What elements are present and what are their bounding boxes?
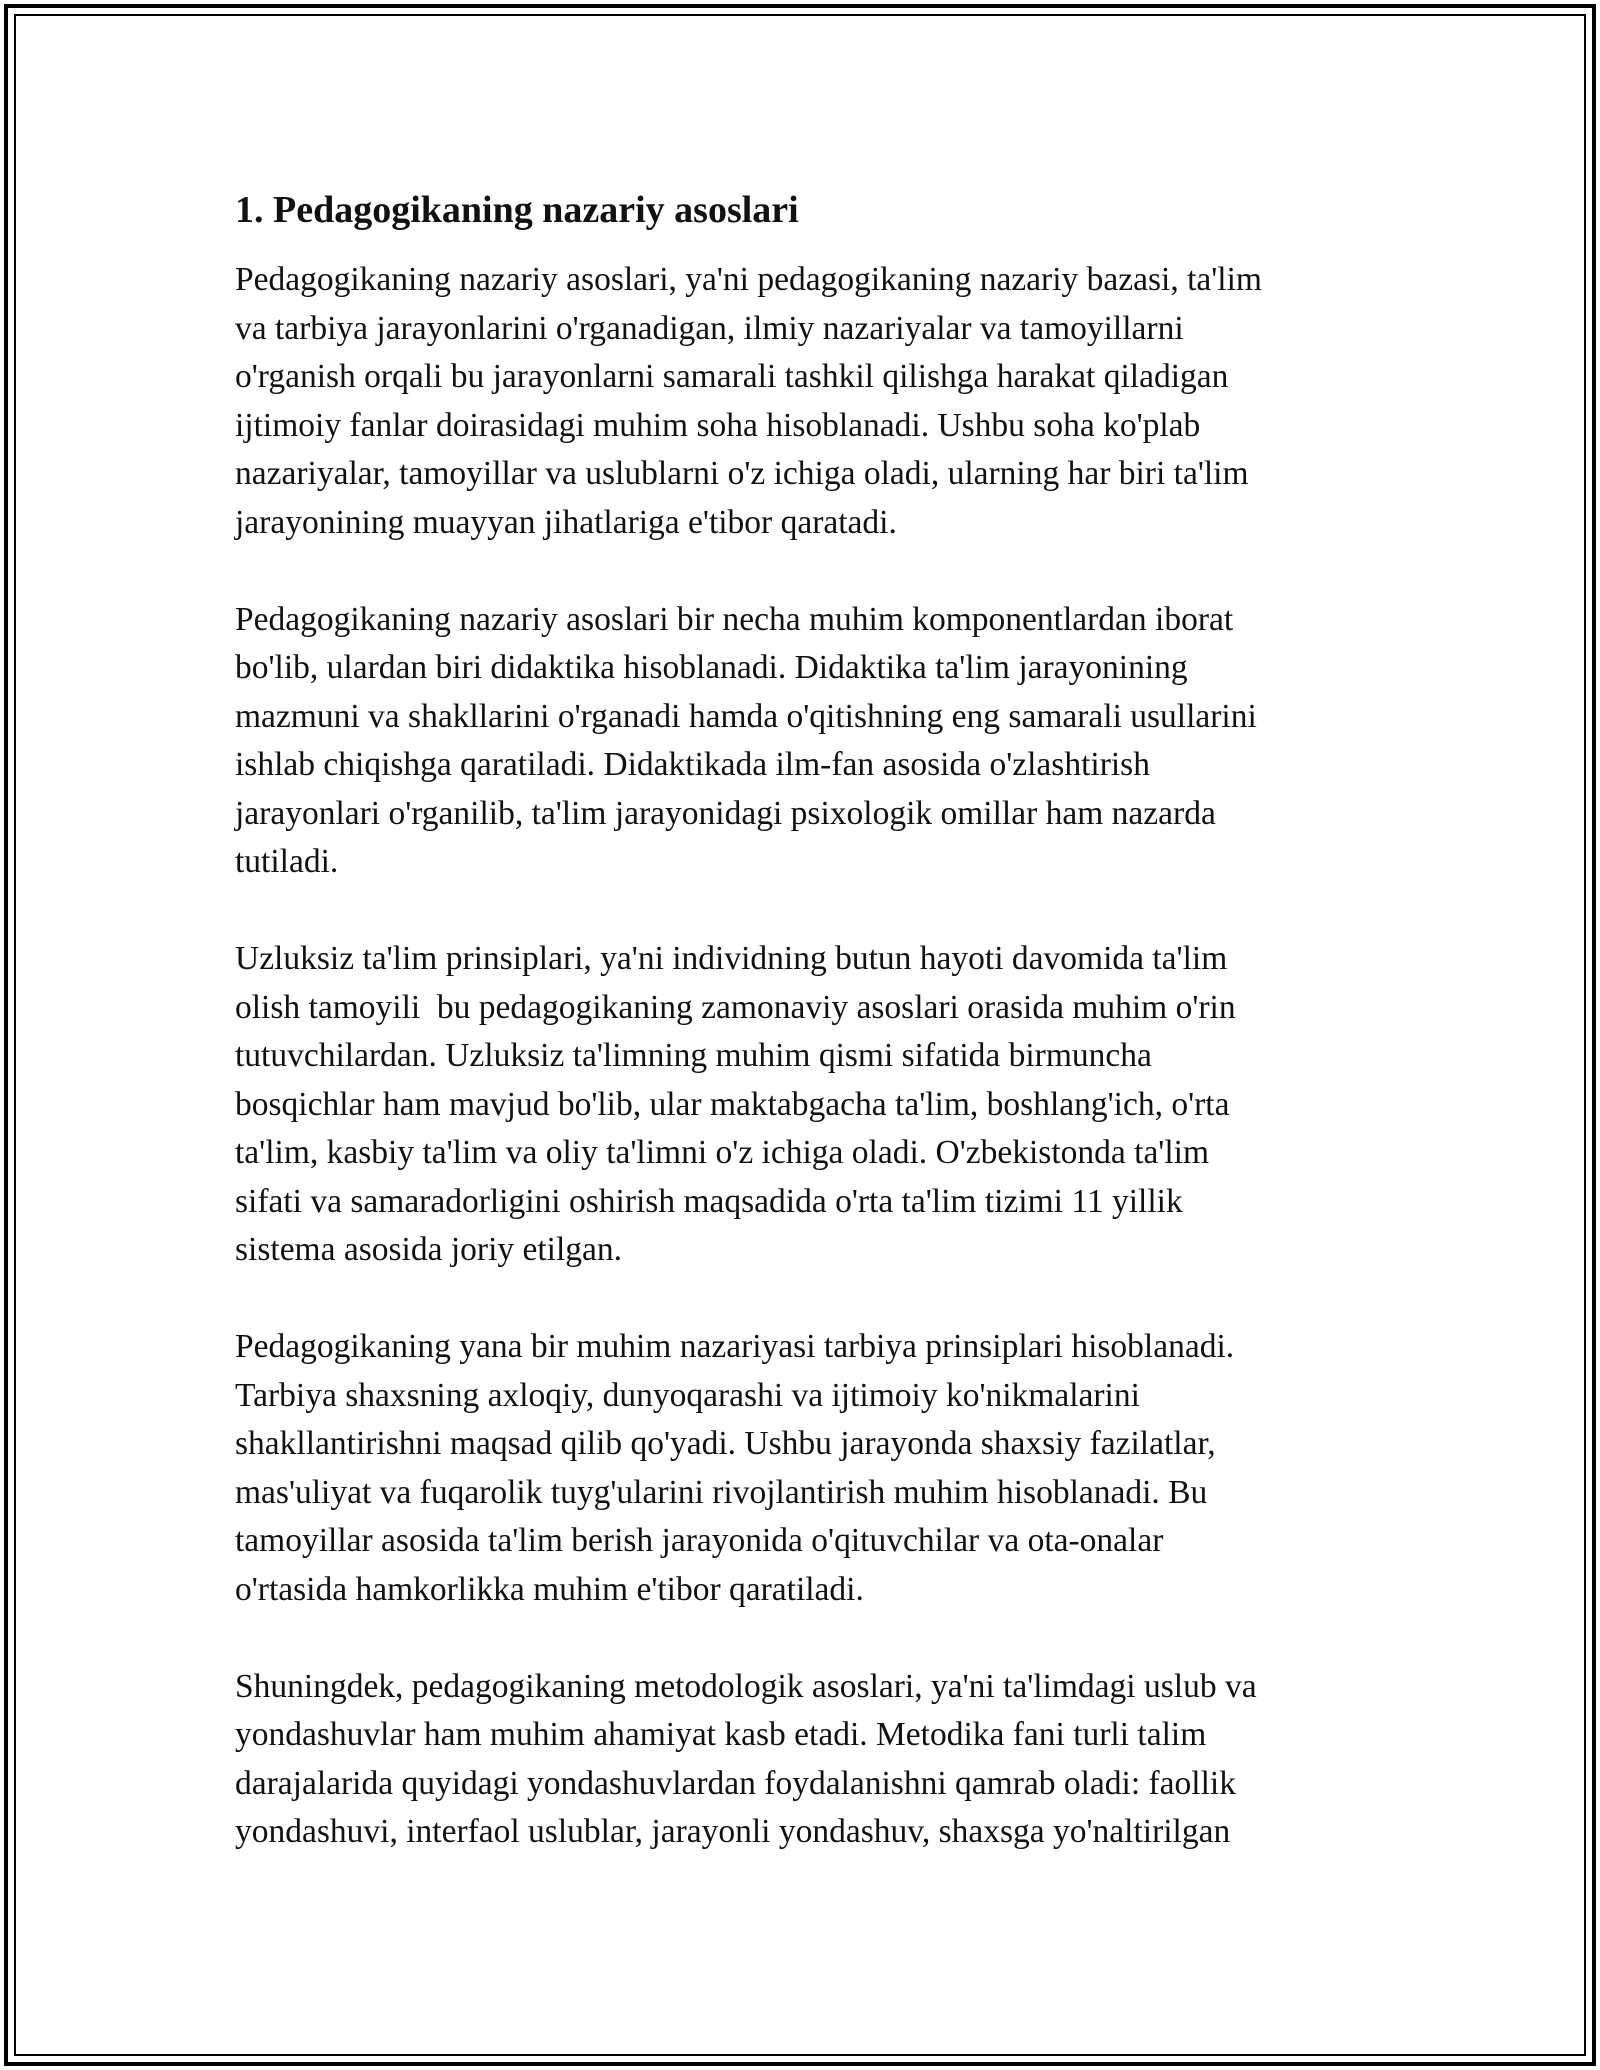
text-line: ishlab chiqishga qaratiladi. Didaktikada ilm-fan asosida o'zlashtirish <box>235 746 1150 783</box>
text-line: Pedagogikaning nazariy asoslari bir necha muhim komponentlardan iborat <box>235 600 1234 638</box>
paragraph-spacer <box>235 887 1385 936</box>
paragraph <box>235 1663 1385 1857</box>
text-line: ta'lim, kasbiy ta'lim va oliy ta'limni o'z ichiga oladi. O'zbekistonda ta'lim <box>235 1134 1210 1171</box>
text-line: Shuningdek, pedagogikaning metodologik asoslari, ya'ni ta'limdagi uslub va <box>235 1667 1257 1705</box>
text-line: Uzluksiz ta'lim prinsiplari, ya'ni individning butun hayoti davomida ta'lim <box>235 940 1228 977</box>
section-heading: 1. Pedagogikaning nazariy asoslari <box>235 189 799 231</box>
text-line: Pedagogikaning nazariy asoslari, ya'ni pedagogikaning nazariy bazasi, ta'lim <box>235 261 1262 298</box>
paragraph <box>235 935 1385 1275</box>
text-line: mas'uliyat va fuqarolik tuyg'ularini rivojlantirish muhim hisoblanadi. Bu <box>235 1473 1208 1511</box>
text-line: sistema asosida joriy etilgan. <box>235 1231 623 1268</box>
text-line: jarayonining muayyan jihatlariga e'tibor qaratadi. <box>235 503 897 541</box>
text-line: jarayonlari o'rganilib, ta'lim jarayonidagi psixologik omillar ham nazarda <box>235 794 1216 832</box>
text-line: Tarbiya shaxsning axloqiy, dunyoqarashi va ijtimoiy ko'nikmalarini <box>235 1376 1140 1414</box>
paragraph-spacer <box>235 1614 1385 1663</box>
text-line: ijtimoiy fanlar doirasidagi muhim soha hisoblanadi. Ushbu soha ko'plab <box>235 406 1201 444</box>
paragraph-spacer <box>235 547 1385 596</box>
text-line: va tarbiya jarayonlarini o'rganadigan, ilmiy nazariyalar va tamoyillarni <box>235 309 1184 347</box>
text-line: yondashuvi, interfaol uslublar, jarayonli yondashuv, shaxsga yo'naltirilgan <box>235 1813 1231 1850</box>
paragraph <box>235 1323 1385 1614</box>
text-line: shakllantirishni maqsad qilib qo'yadi. Ushbu jarayonda shaxsiy fazilatlar, <box>235 1425 1216 1462</box>
paragraph-list <box>235 256 1385 1857</box>
text-line: sifati va samaradorligini oshirish maqsadida o'rta ta'lim tizimi 11 yillik <box>235 1182 1183 1220</box>
paragraph-spacer <box>235 1275 1385 1324</box>
text-line: bosqichlar ham mavjud bo'lib, ular maktabgacha ta'lim, boshlang'ich, o'rta <box>235 1085 1230 1123</box>
paragraph <box>235 256 1385 547</box>
text-line: o'rtasida hamkorlikka muhim e'tibor qaratiladi. <box>235 1570 864 1608</box>
text-line: nazariyalar, tamoyillar va uslublarni o'z ichiga oladi, ularning har biri ta'lim <box>235 455 1249 492</box>
text-line: tamoyillar asosida ta'lim berish jarayonida o'qituvchilar va ota-onalar <box>235 1522 1164 1559</box>
text-line: darajalarida quyidagi yondashuvlardan foydalanishni qamrab oladi: faollik <box>235 1764 1236 1802</box>
text-line: Pedagogikaning yana bir muhim nazariyasi tarbiya prinsiplari hisoblanadi. <box>235 1328 1235 1365</box>
text-line: tutiladi. <box>235 843 339 880</box>
text-line: mazmuni va shakllarini o'rganadi hamda o'qitishning eng samarali usullarini <box>235 697 1257 735</box>
text-line: o'rganish orqali bu jarayonlarni samarali tashkil qilishga harakat qiladigan <box>235 358 1229 395</box>
document-body <box>235 186 1385 1857</box>
text-line: yondashuvlar ham muhim ahamiyat kasb etadi. Metodika fani turli talim <box>235 1716 1207 1753</box>
text-line: tutuvchilardan. Uzluksiz ta'limning muhim qismi sifatida birmuncha <box>235 1037 1152 1074</box>
text-line: olish tamoyili bu pedagogikaning zamonaviy asoslari orasida muhim o'rin <box>235 988 1236 1026</box>
paragraph <box>235 596 1385 887</box>
text-line: bo'lib, ulardan biri didaktika hisoblanadi. Didaktika ta'lim jarayonining <box>235 649 1188 686</box>
